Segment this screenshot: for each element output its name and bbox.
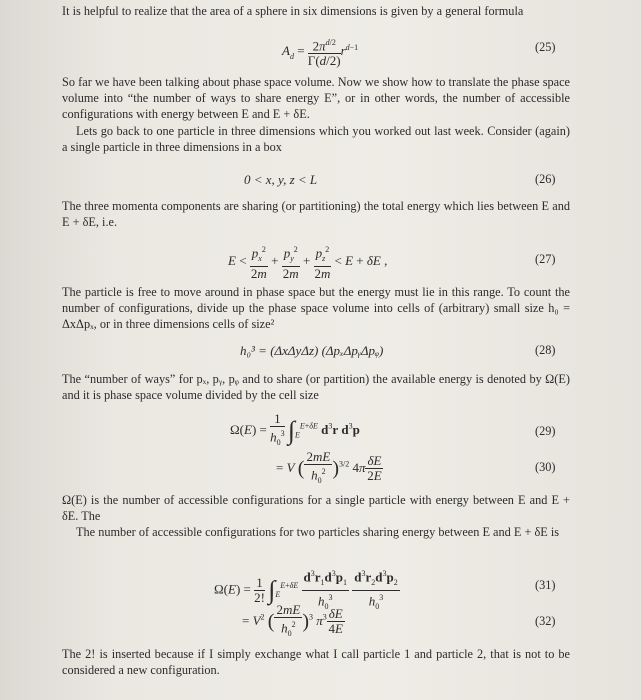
equation-30: = V ( $\frac{2mE}{h_0^2}$ )$^{3/2}$ 4π $\frac{\delta E}{2E}$ bbox=[276, 449, 382, 485]
paragraph-one-particle: Lets go back to one particle in three dimensions which you worked out last week. Consider (again) a single particle in three dimensions in a box bbox=[62, 124, 570, 154]
paragraph-number-of-ways: The “number of ways” for pₓ, pᵧ, pᵩ and to share (or partition) the available energy is denoted by Ω(E) and it is phase space volume divided by the cell size bbox=[62, 372, 570, 402]
equation-25: $A_d$ = $\frac{2\pi^{d/2}}{\Gamma(d/2)}$ $r^{d-1}$ bbox=[282, 38, 359, 69]
paragraph-accessible-two: The number of accessible configurations for two particles sharing energy between E and E + δE is bbox=[76, 525, 560, 539]
paragraph-two-factorial: The 2! is inserted because if I simply exchange what I call particle 1 and particle 2, that is not to be considered a new configuration. bbox=[62, 647, 570, 677]
paragraph-phase-space: So far we have been talking about phase space volume. Now we show how to translate the phase space volume into “the number of ways to share energy E”, or in other words, the number of accessible configurations with energy between E and E + δE. bbox=[62, 75, 570, 121]
equation-number-28: (28) bbox=[535, 343, 556, 357]
paragraph-momenta: The three momenta components are sharing (or partitioning) the total energy which lies between E and E + δE, i.e. bbox=[62, 199, 570, 229]
equation-number-26: (26) bbox=[535, 172, 556, 186]
equation-29: Ω(E) = $\frac{1}{h_0^3}$ $\int_E^{E+\delta E}$ $d^3r$ $d^3p$ bbox=[230, 411, 360, 447]
equation-number-31: (31) bbox=[535, 578, 556, 592]
equation-32: = $V^2$ ( $\frac{2mE}{h_0^2}$ )$^3$ $\pi^3$ $\frac{\delta E}{4E}$ bbox=[242, 602, 343, 638]
paragraph-cells: The particle is free to move around in phase space but the energy must lie in this range. To count the number of configurations, divide up the phase space volume into cells of (arbitrary) small size h₀ = ΔxΔpₓ, or in three dimensions cells of size² bbox=[62, 285, 570, 331]
equation-number-25: (25) bbox=[535, 40, 556, 54]
equation-28: h₀³ = (ΔxΔyΔz) (ΔpₓΔpᵧΔpᵩ) bbox=[240, 343, 384, 358]
equation-number-32: (32) bbox=[535, 614, 556, 628]
equation-number-30: (30) bbox=[535, 460, 556, 474]
paragraph-accessible-single: Ω(E) is the number of accessible configurations for a single particle with energy between E and E + δE. The bbox=[62, 493, 570, 523]
equation-26: 0 < x, y, z < L bbox=[244, 172, 318, 187]
equation-27: E < $\frac{p_x^2}{2m}$ + $\frac{p_y^2}{2m}$ + $\frac{p_z^2}{2m}$ < E + δE , bbox=[228, 245, 388, 281]
equation-number-27: (27) bbox=[535, 252, 556, 266]
paragraph-sphere-area: It is helpful to realize that the area of a sphere in six dimensions is given by a general formula bbox=[62, 4, 524, 18]
equation-number-29: (29) bbox=[535, 424, 556, 438]
equation-31: Ω(E) = $\frac{1}{2!}$ $\int_E^{E+\delta E}$ $\frac{d^3r_1d^3p_1}{h_0^3}$ $\frac{d^3r_2d^3p_2}{h_0^3}$ bbox=[214, 569, 398, 611]
